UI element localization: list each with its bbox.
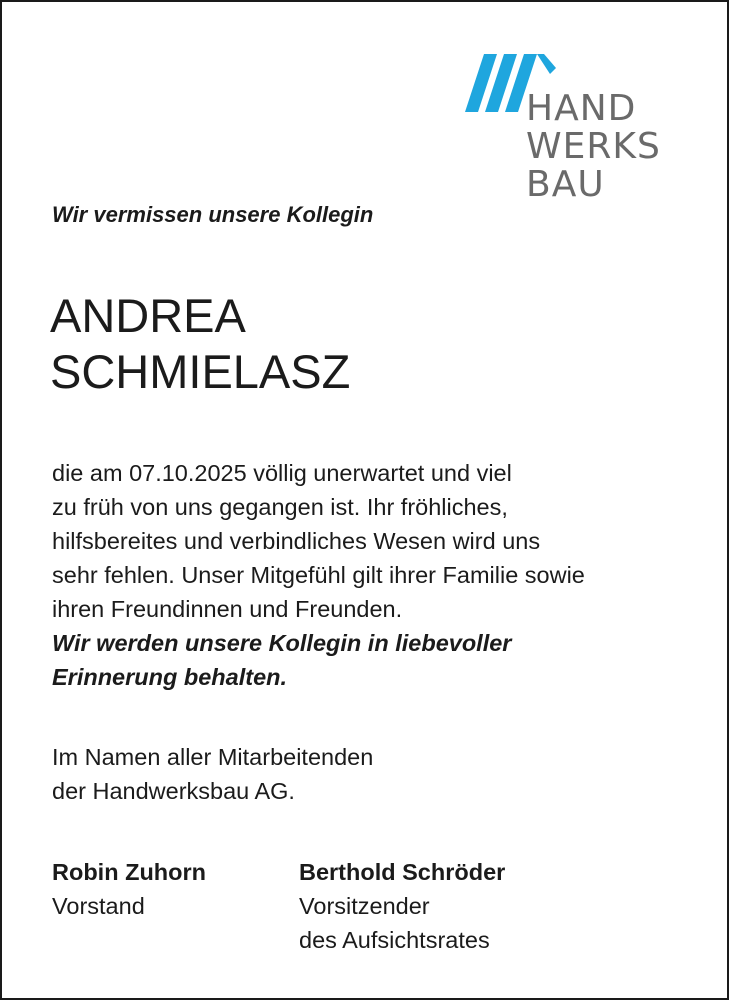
company-logo xyxy=(464,50,694,220)
signatory-role: Vorstand xyxy=(52,893,145,919)
on-behalf-statement xyxy=(52,740,373,808)
deceased-name xyxy=(50,288,350,400)
emphasis-line: Erinnerung behalten. xyxy=(52,664,288,690)
signatory-role: des Aufsichtsrates xyxy=(299,927,490,953)
signatory-name: Robin Zuhorn xyxy=(52,859,207,885)
obituary-body xyxy=(52,456,585,694)
body-line: zu früh von uns gegangen ist. Ihr fröhliches, xyxy=(52,494,508,520)
signatory-left xyxy=(52,855,206,923)
body-line: hilfsbereites und verbindliches Wesen wird uns xyxy=(52,528,541,554)
logo-line-3: BAU xyxy=(526,164,605,205)
logo-line-1: HAND xyxy=(526,88,637,129)
first-name: ANDREA xyxy=(50,289,246,342)
body-line: ihren Freundinnen und Freunden. xyxy=(52,596,403,622)
intro-heading: Wir vermissen unsere Kollegin xyxy=(52,202,374,227)
logo-wordmark xyxy=(526,90,661,204)
logo-line-2: WERKS xyxy=(526,126,661,167)
signatory-name: Berthold Schröder xyxy=(299,859,506,885)
body-line: sehr fehlen. Unser Mitgefühl gilt ihrer Familie sowie xyxy=(52,562,585,588)
emphasis-line: Wir werden unsere Kollegin in liebevoller xyxy=(52,630,512,656)
on-behalf-line: der Handwerksbau AG. xyxy=(52,778,295,804)
body-line: die am 07.10.2025 völlig unerwartet und viel xyxy=(52,460,512,486)
on-behalf-line: Im Namen aller Mitarbeitenden xyxy=(52,744,374,770)
last-name: SCHMIELASZ xyxy=(50,345,351,398)
signatory-role: Vorsitzender xyxy=(299,893,430,919)
signatory-right xyxy=(299,855,505,957)
